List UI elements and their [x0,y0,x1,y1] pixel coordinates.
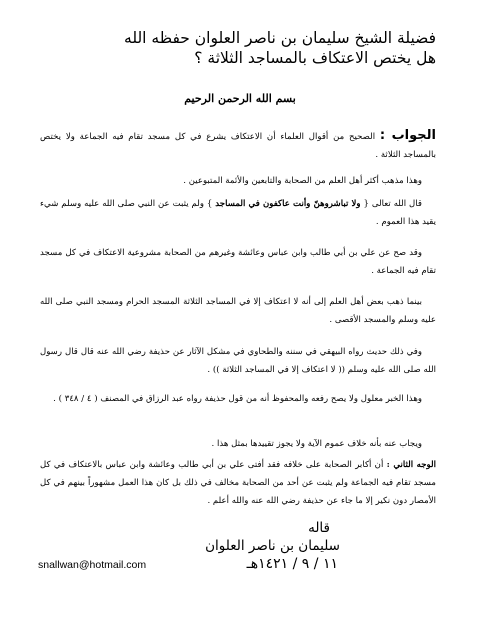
answer-paragraph-6 [40,343,436,379]
answer-p3-suffix: } ولم يثبت عن النبي صلى الله عليه وسلم شيء يقيد هذا العموم . [40,199,436,227]
answer-label: الجواب : [379,128,436,143]
basmala: بسم الله الرحمن الرحيم [184,92,296,105]
answer-p4-text: وقد صح عن علي بن أبي طالب وابن عباس وعائشة وغيرهم من الصحابة مشروعية الاعتكاف في كل مسجد تقام فيه الجماعة . [40,248,436,276]
answer-paragraph-8 [40,435,436,453]
signature-name: سليمان بن ناصر العلوان [205,538,340,554]
answer-p3-prefix: قال الله تعالى { [363,199,423,209]
quran-verse: ولا تباشروهنّ وأنت عاكفون في المساجد [215,199,361,209]
contact-email: snallwan@hotmail.com [38,559,147,571]
answer-paragraph-9 [40,456,436,510]
question-title-line1: فضيلة الشيخ سليمان بن ناصر العلوان حفظه الله [124,29,436,47]
answer-p8-text: ويجاب عنه بأنه خلاف عموم الآية ولا يجوز تقييدها بمثل هذا . [211,439,422,449]
answer-paragraph-4 [40,244,436,280]
answer-paragraph-2 [40,172,436,190]
answer-p1-text: الصحيح من أقوال العلماء أن الاعتكاف يشرع في كل مسجد تقام فيه الجماعة ولا يختص بالمساجد الثلاثة . [40,132,436,160]
signature-said: قاله [308,520,330,536]
answer-p7-text: وهذا الخبر معلول ولا يصح رفعه والمحفوظ أنه من قول حذيفة رواه عبد الرزاق في المصنف ( ٤ / ٣٤٨ ) . [53,394,422,404]
answer-p5-text: بينما ذهب بعض أهل العلم إلى أنه لا اعتكاف إلا في المساجد الثلاثة المسجد الحرام ومسجد النبي صلى الله عليه وسلم والمسجد الأقصى . [40,297,436,325]
question-title-line2: هل يختص الاعتكاف بالمساجد الثلاثة ؟ [194,49,436,67]
signature-date: ١١ / ٩ / ١٤٢١هـ [246,556,338,572]
answer-paragraph-5 [40,293,436,329]
answer-p6-text: وفي ذلك حديث رواه البيهقي في سننه والطحاوي في مشكل الآثار عن حذيفة رضي الله عنه قال قال رسول الله صلى الله عليه وسلم (( لا اعتكاف إلا في المساجد الثلاثة )) . [40,347,436,375]
answer-paragraph-1 [40,127,436,164]
answer-p9-text: أن أكابر الصحابة على خلافه فقد أفتى علي بن أبي طالب وعائشة وابن عباس بالاعتكاف في كل مسجد تقام فيه الجماعة ولم يثبت عن أحد من الصحابة مخالف في ذلك بل كان هذا العمل مشهوراً بينهم في كل الأمصار دون نكير إلا ما جاء عن حذيفة رضي الله عنه والله أعلم . [40,460,436,506]
second-aspect-label: الوجه الثاني : [386,460,437,470]
answer-paragraph-3 [40,195,436,231]
answer-paragraph-7 [40,390,436,408]
answer-p2-text: وهذا مذهب أكثر أهل العلم من الصحابة والتابعين والأئمة المتبوعين . [183,176,422,186]
